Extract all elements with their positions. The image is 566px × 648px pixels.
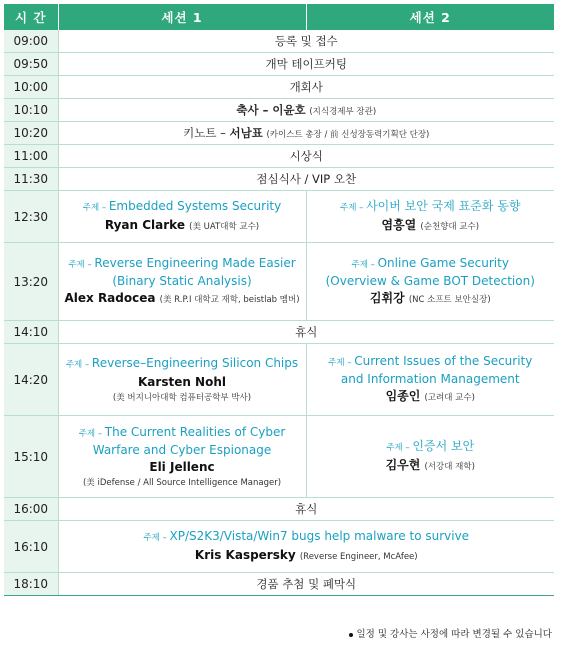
time-cell: 11:30 bbox=[4, 168, 58, 191]
time-cell: 12:30 bbox=[4, 191, 58, 243]
event-prefix: 키노트 – bbox=[183, 126, 230, 140]
topic-prefix: 주제 – bbox=[386, 442, 413, 453]
speaker-affiliation: (NC 소프트 보안실장) bbox=[408, 294, 491, 305]
speaker-name: 염흥열 bbox=[381, 217, 417, 232]
time-cell: 09:50 bbox=[4, 53, 58, 76]
topic-prefix: 주제 – bbox=[78, 428, 105, 439]
time-cell: 11:00 bbox=[4, 145, 58, 168]
event-cell: 시상식 bbox=[58, 145, 554, 168]
session1-cell bbox=[58, 416, 306, 498]
footnote bbox=[349, 626, 552, 640]
row-0950 bbox=[4, 53, 554, 76]
topic-title-line1: Current Issues of the Security bbox=[354, 353, 533, 368]
event-main: 서남표 bbox=[229, 126, 263, 140]
topic-prefix: 주제 – bbox=[143, 532, 170, 543]
header-time: 시 간 bbox=[4, 4, 58, 30]
event-cell: 경품 추첨 및 폐막식 bbox=[58, 573, 554, 596]
topic-title-line2: Warfare and Cyber Espionage bbox=[92, 442, 272, 457]
speaker-name: 김휘강 bbox=[369, 290, 405, 305]
row-1230 bbox=[4, 191, 554, 243]
time-cell: 10:10 bbox=[4, 99, 58, 122]
speaker-name: Ryan Clarke bbox=[104, 217, 185, 232]
row-1010 bbox=[4, 99, 554, 122]
event-cell: 등록 및 접수 bbox=[58, 30, 554, 53]
topic-prefix: 주제 – bbox=[65, 359, 92, 370]
speaker-affiliation: (美 iDefense / All Source Intelligence Manager) bbox=[82, 477, 282, 488]
topic-title: Reverse–Engineering Silicon Chips bbox=[91, 355, 299, 370]
event-cell bbox=[58, 122, 554, 145]
topic-title: 인증서 보안 bbox=[412, 438, 475, 453]
topic-title-line2: (Binary Static Analysis) bbox=[112, 273, 252, 288]
event-cell: 개회사 bbox=[58, 76, 554, 99]
topic-title: Embedded Systems Security bbox=[108, 198, 282, 213]
speaker-name: 김우현 bbox=[385, 457, 421, 472]
footnote-text: 일정 및 강사는 사정에 따라 변경될 수 있습니다 bbox=[356, 629, 552, 640]
speaker-affiliation: (美 UAT대학 교수) bbox=[189, 221, 260, 232]
time-cell: 15:10 bbox=[4, 416, 58, 498]
event-cell: 개막 테이프커팅 bbox=[58, 53, 554, 76]
time-cell: 10:00 bbox=[4, 76, 58, 99]
time-cell: 16:10 bbox=[4, 521, 58, 573]
speaker-name: Alex Radocea bbox=[64, 290, 156, 305]
session1-cell bbox=[58, 344, 306, 416]
time-cell: 16:00 bbox=[4, 498, 58, 521]
header-session1: 세션 1 bbox=[58, 4, 306, 30]
topic-prefix: 주제 – bbox=[68, 259, 95, 270]
event-affiliation: (카이스트 총장 / 前 신성장동력기획단 단장) bbox=[266, 130, 430, 140]
bullet-icon bbox=[349, 633, 353, 637]
event-cell: 휴식 bbox=[58, 498, 554, 521]
event-affiliation: (지식경제부 장관) bbox=[309, 107, 377, 117]
topic-title: XP/S2K3/Vista/Win7 bugs help malware to survive bbox=[169, 528, 470, 543]
time-cell: 10:20 bbox=[4, 122, 58, 145]
row-1410 bbox=[4, 321, 554, 344]
speaker-affiliation: (서강대 재학) bbox=[424, 461, 475, 472]
time-cell: 14:20 bbox=[4, 344, 58, 416]
event-cell bbox=[58, 99, 554, 122]
speaker-name: Karsten Nohl bbox=[138, 374, 226, 389]
time-cell: 13:20 bbox=[4, 243, 58, 321]
row-1320 bbox=[4, 243, 554, 321]
event-cell: 휴식 bbox=[58, 321, 554, 344]
row-1100 bbox=[4, 145, 554, 168]
row-1020 bbox=[4, 122, 554, 145]
row-1610 bbox=[4, 521, 554, 573]
session2-cell bbox=[306, 243, 554, 321]
session2-cell bbox=[306, 344, 554, 416]
row-1600 bbox=[4, 498, 554, 521]
header-session2: 세션 2 bbox=[306, 4, 554, 30]
topic-prefix: 주제 – bbox=[351, 259, 378, 270]
time-cell: 14:10 bbox=[4, 321, 58, 344]
speaker-affiliation: (美 버지니아대학 컴퓨터공학부 박사) bbox=[112, 392, 252, 403]
topic-title-line2: and Information Management bbox=[340, 371, 520, 386]
header-row bbox=[4, 4, 554, 30]
row-1420 bbox=[4, 344, 554, 416]
session2-cell bbox=[306, 191, 554, 243]
session1-cell bbox=[58, 191, 306, 243]
topic-prefix: 주제 – bbox=[340, 202, 367, 213]
topic-title: 사이버 보안 국제 표준화 동향 bbox=[366, 198, 521, 213]
speaker-name: Kris Kaspersky bbox=[194, 547, 296, 562]
session2-cell bbox=[306, 416, 554, 498]
speaker-name: Eli Jellenc bbox=[149, 459, 215, 474]
schedule-table bbox=[4, 4, 554, 596]
row-1510 bbox=[4, 416, 554, 498]
topic-prefix: 주제 – bbox=[328, 357, 355, 368]
topic-title-line1: Online Game Security bbox=[377, 255, 509, 270]
topic-title-line1: Reverse Engineering Made Easier bbox=[94, 255, 296, 270]
topic-prefix: 주제 – bbox=[82, 202, 109, 213]
speaker-affiliation: (순천향대 교수) bbox=[420, 221, 480, 232]
time-cell: 09:00 bbox=[4, 30, 58, 53]
session1-cell bbox=[58, 243, 306, 321]
speaker-affiliation: (美 R.P.I 대학교 재학, beistlab 멤버) bbox=[159, 294, 300, 305]
session-cell bbox=[58, 521, 554, 573]
speaker-name: 임종인 bbox=[385, 388, 421, 403]
row-1810 bbox=[4, 573, 554, 596]
speaker-affiliation: (고려대 교수) bbox=[424, 392, 475, 403]
row-0900 bbox=[4, 30, 554, 53]
time-cell: 18:10 bbox=[4, 573, 58, 596]
event-main: 축사 – 이윤호 bbox=[236, 103, 306, 117]
row-1000 bbox=[4, 76, 554, 99]
event-cell: 점심식사 / VIP 오찬 bbox=[58, 168, 554, 191]
topic-title-line2: (Overview & Game BOT Detection) bbox=[325, 273, 535, 288]
row-1130 bbox=[4, 168, 554, 191]
speaker-affiliation: (Reverse Engineer, McAfee) bbox=[299, 551, 418, 562]
topic-title-line1: The Current Realities of Cyber bbox=[104, 424, 286, 439]
